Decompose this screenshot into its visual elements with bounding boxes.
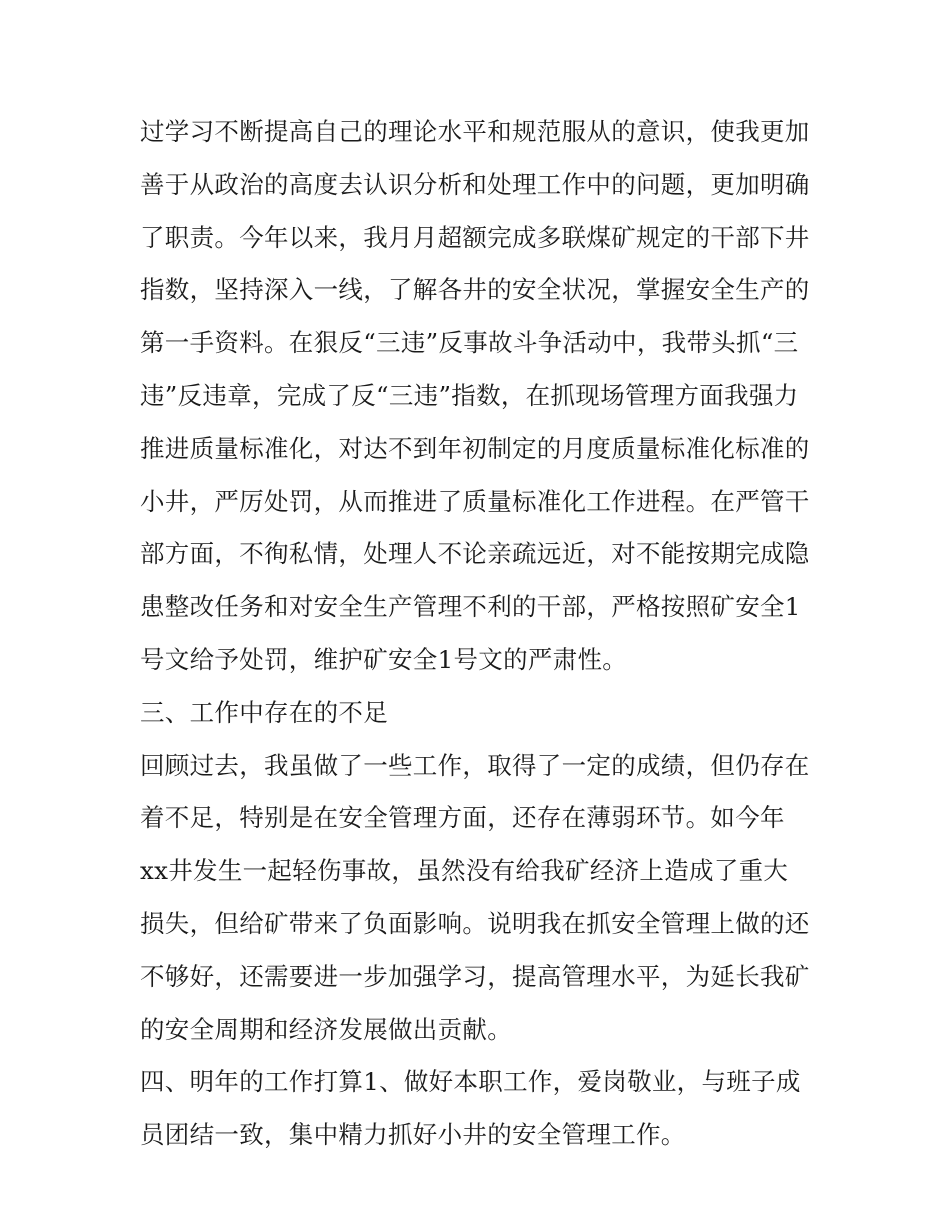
text-line: 小井，严厉处罚，从而推进了质量标准化工作进程。在严管干 [140, 486, 810, 516]
text-line: 的安全周期和经济发展做出贡献。 [140, 1014, 512, 1044]
text-line: 号文给予处罚，维护矿安全1号文的严肃性。 [140, 644, 628, 674]
text-line: 患整改任务和对安全生产管理不利的干部，严格按照矿安全1 [140, 592, 801, 622]
text-line: 回顾过去，我虽做了一些工作，取得了一定的成绩，但仍存在 [140, 750, 810, 780]
text-line: 不够好，还需要进一步加强学习，提高管理水平，为延长我矿 [140, 961, 810, 991]
section-heading: 三、工作中存在的不足 [140, 697, 388, 727]
text-line: xx井发生一起轻伤事故，虽然没有给我矿经济上造成了重大 [140, 856, 789, 886]
text-line: 了职责。今年以来，我月月超额完成多联煤矿规定的干部下井 [140, 222, 810, 252]
text-line: 违”反违章，完成了反“三违”指数，在抓现场管理方面我强力 [140, 380, 799, 410]
text-line: 第一手资料。在狠反“三违”反事故斗争活动中，我带头抓“三 [140, 328, 799, 358]
text-line: 损失，但给矿带来了负面影响。说明我在抓安全管理上做的还 [140, 908, 810, 938]
text-line: 员团结一致，集中精力抓好小井的安全管理工作。 [140, 1120, 686, 1150]
text-line: 推进质量标准化，对达不到年初制定的月度质量标准化标准的 [140, 433, 810, 463]
text-line: 过学习不断提高自己的理论水平和规范服从的意识，使我更加 [140, 117, 810, 146]
text-line: 着不足，特别是在安全管理方面，还存在薄弱环节。如今年 [140, 803, 785, 833]
text-line: 善于从政治的高度去认识分析和处理工作中的问题，更加明确 [140, 169, 810, 199]
section-heading: 四、明年的工作打算1、做好本职工作，爱岗敬业，与班子成 [140, 1067, 801, 1097]
text-line: 部方面，不徇私情，处理人不论亲疏远近，对不能按期完成隐 [140, 539, 810, 569]
document-body [140, 106, 812, 1162]
text-line: 指数，坚持深入一线，了解各井的安全状况，掌握安全生产的 [140, 275, 810, 305]
